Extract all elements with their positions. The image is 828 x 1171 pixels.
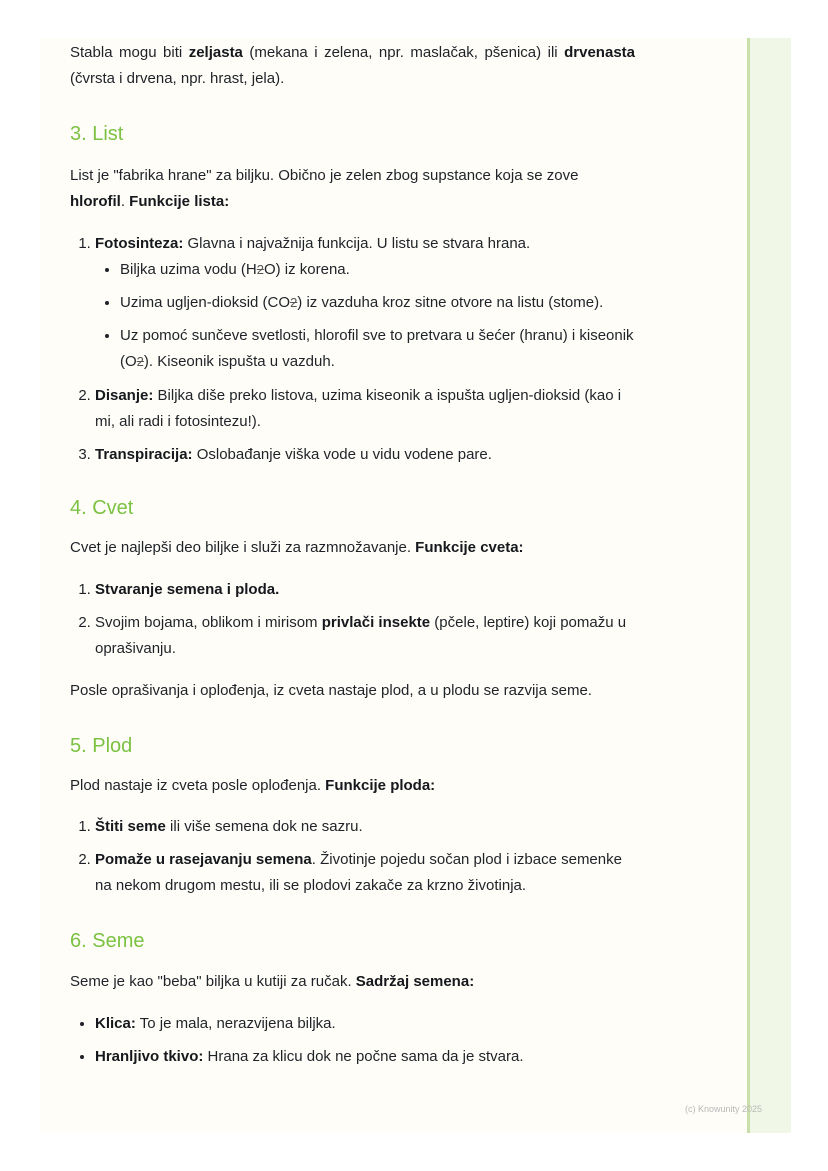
item-title: Hranljivo tkivo: (95, 1048, 204, 1065)
cvet-intro-paragraph (70, 535, 635, 561)
list-item (95, 442, 635, 468)
intro-paragraph (70, 40, 635, 92)
list-item (95, 814, 635, 840)
list-item (95, 1011, 635, 1037)
item-text: To je mala, nerazvijena biljka. (135, 1015, 336, 1032)
seme-contents (70, 1011, 635, 1070)
item-text: Biljka diše preko listova, uzima kiseonik a ispušta ugljen-dioksid (kao i mi, ali radi i fotosintezu!). (95, 387, 622, 430)
photosynthesis-steps (95, 257, 635, 375)
side-margin-rule (747, 38, 750, 1133)
heading-plod: 5. Plod (70, 735, 133, 757)
list-item (120, 323, 635, 375)
label-sadrzaj-semena: Sadržaj semena: (355, 973, 475, 990)
subscript: 2 (290, 295, 298, 310)
item-title: Štiti seme (95, 818, 166, 835)
cvet-functions (70, 577, 635, 662)
text: ) iz vazduha kroz sitne otvore na listu (stome). (297, 294, 604, 311)
list-item (120, 290, 635, 316)
text: Uz pomoć sunčeve svetlosti, hlorofil sve to pretvara u šećer (hranu) i kiseonik (O (120, 327, 634, 370)
text: . (120, 193, 130, 210)
item-text: Hrana za klicu dok ne počne sama da je stvara. (203, 1048, 524, 1065)
text: Cvet je najlepši deo biljke i služi za razmnožavanje. (70, 539, 416, 556)
list-item (95, 383, 635, 435)
text: (mekana i zelena, npr. maslačak, pšenica) ili (242, 44, 565, 61)
subscript: 2 (136, 354, 144, 369)
list-item (95, 847, 635, 899)
copyright-footer: (c) Knowunity 2025 (685, 1104, 763, 1114)
item-title: Stvaranje semena i ploda. (95, 581, 280, 598)
label-funkcije-ploda: Funkcije ploda: (325, 777, 436, 794)
list-item (120, 257, 635, 283)
cvet-after-paragraph: Posle oprašivanja i oplođenja, iz cveta nastaje plod, a u plodu se razvija seme. (70, 682, 592, 699)
item-text: . Životinje pojedu sočan plod i izbace semenke na nekom drugom mestu, ili se plodovi zakače za krzno životinja. (95, 851, 622, 894)
text: Biljka uzima vodu (H (120, 261, 257, 278)
text: List je "fabrika hrane" za biljku. Obično je zelen zbog supstance koja se zove (70, 167, 579, 184)
side-margin-panel (748, 38, 791, 1133)
label-funkcije-cveta: Funkcije cveta: (415, 539, 524, 556)
label-funkcije-lista: Funkcije lista: (129, 193, 230, 210)
term-privlaci-insekte: privlači insekte (321, 614, 431, 631)
list-functions (70, 231, 635, 468)
text: Seme je kao "beba" biljka u kutiji za ručak. (70, 973, 356, 990)
item-title: Transpiracija: (95, 446, 193, 463)
plod-intro-paragraph (70, 773, 635, 799)
item-text: Oslobađanje viška vode u vidu vodene pare. (192, 446, 492, 463)
text: O) iz korena. (263, 261, 350, 278)
heading-cvet: 4. Cvet (70, 497, 134, 519)
text: Plod nastaje iz cveta posle oplođenja. (70, 777, 326, 794)
list-intro-paragraph (70, 163, 635, 215)
document-content (70, 40, 635, 1070)
plod-functions (70, 814, 635, 899)
text: Uzima ugljen-dioksid (CO (120, 294, 291, 311)
seme-intro-paragraph (70, 969, 635, 995)
term-zeljasta: zeljasta (188, 44, 243, 61)
item-text: ili više semena dok ne sazru. (165, 818, 363, 835)
text: (čvrsta i drvena, npr. hrast, jela). (70, 70, 285, 87)
list-item (95, 577, 635, 603)
term-hlorofil: hlorofil (70, 193, 121, 210)
item-title: Klica: (95, 1015, 136, 1032)
list-item (95, 610, 635, 662)
list-item (95, 231, 635, 375)
subscript: 2 (256, 262, 264, 277)
list-item (95, 1044, 635, 1070)
item-text: Glavna i najvažnija funkcija. U listu se stvara hrana. (183, 235, 531, 252)
item-title: Pomaže u rasejavanju semena (95, 851, 312, 868)
text: ). Kiseonik ispušta u vazduh. (143, 353, 335, 370)
text: (pčele, leptire) koji pomažu u oprašivanju. (95, 614, 627, 657)
text: Stabla mogu biti (70, 44, 189, 61)
item-title: Disanje: (95, 387, 154, 404)
text: Svojim bojama, oblikom i mirisom (95, 614, 322, 631)
heading-seme: 6. Seme (70, 930, 145, 952)
term-drvenasta: drvenasta (564, 44, 635, 61)
item-title: Fotosinteza: (95, 235, 184, 252)
heading-list: 3. List (70, 123, 124, 145)
